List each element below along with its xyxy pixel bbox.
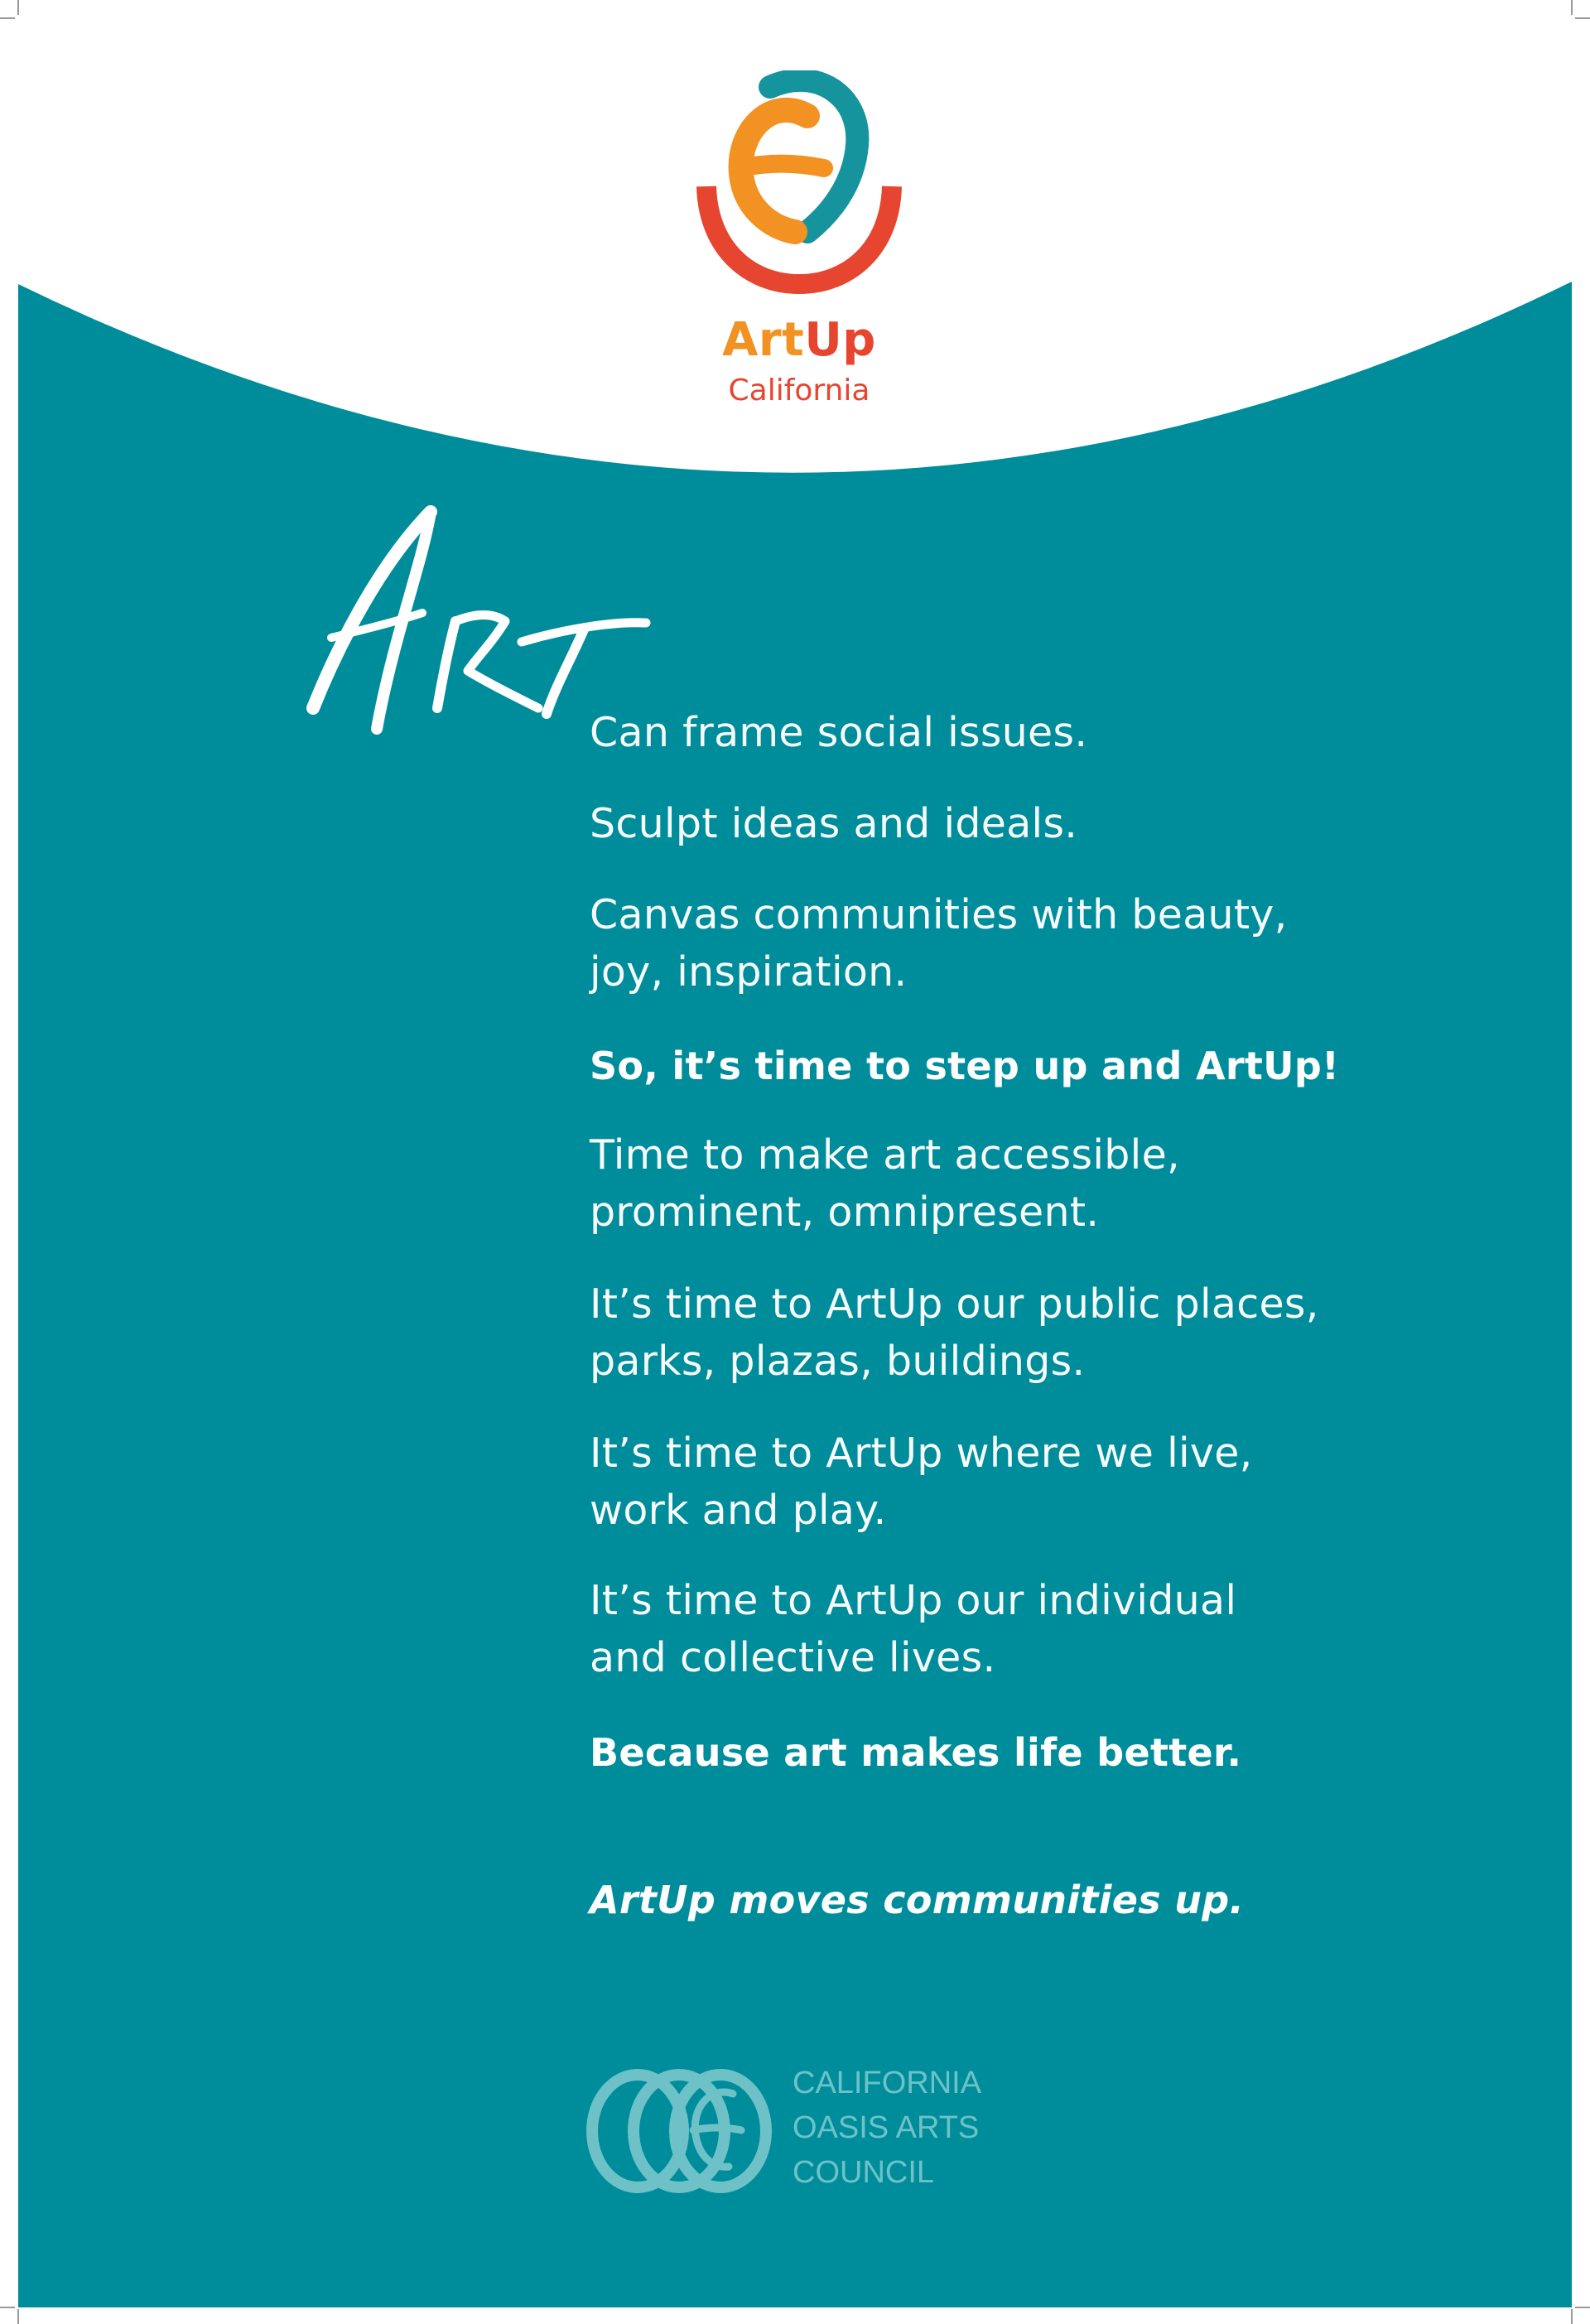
copy-line-canvas-1: Canvas communities with beauty,	[590, 891, 1288, 938]
copy-line-public-2: parks, plazas, buildings.	[590, 1338, 1086, 1385]
council-name-line-1: CALIFORNIA	[793, 2066, 982, 2100]
council-name	[793, 2061, 1091, 2195]
oasis-arts-council-rings-icon	[584, 2061, 783, 2201]
copy-line-step-up: So, it’s time to step up and ArtUp!	[590, 1044, 1340, 1088]
copy-block-public-places	[590, 1275, 1319, 1390]
copy-block-canvas	[590, 886, 1288, 1000]
council-logo	[584, 2061, 1081, 2201]
copy-line-lives-2: and collective lives.	[590, 1634, 996, 1681]
copy-line-moves-up: ArtUp moves communities up.	[590, 1878, 1245, 1922]
copy-block-live-work	[590, 1425, 1253, 1539]
copy-line-live-2: work and play.	[590, 1487, 887, 1534]
council-name-line-2: OASIS ARTS	[793, 2110, 980, 2145]
copy-line-lives-1: It’s time to ArtUp our individual	[590, 1577, 1237, 1624]
logo-region: California	[728, 374, 870, 407]
logo-word-art: Art	[722, 313, 805, 367]
copy-line-public-1: It’s time to ArtUp our public places,	[590, 1280, 1319, 1328]
logo-wordmark	[691, 313, 907, 367]
copy-line-accessible-2: prominent, omnipresent.	[590, 1189, 1100, 1236]
copy-block-lives	[590, 1572, 1236, 1686]
logo-word-up: Up	[804, 313, 876, 367]
copy-line-live-1: It’s time to ArtUp where we live,	[590, 1430, 1253, 1477]
artup-logo	[691, 70, 907, 418]
copy-line-accessible-1: Time to make art accessible,	[590, 1131, 1180, 1179]
copy-line-frame: Can frame social issues.	[590, 709, 1088, 756]
copy-line-better: Because art makes life better.	[590, 1730, 1242, 1775]
copy-line-sculpt: Sculpt ideas and ideals.	[590, 800, 1078, 847]
copy-line-canvas-2: joy, inspiration.	[590, 948, 908, 996]
copy-block-accessible	[590, 1126, 1180, 1241]
artup-figure-icon	[691, 70, 907, 302]
council-name-line-3: COUNCIL	[793, 2155, 935, 2190]
